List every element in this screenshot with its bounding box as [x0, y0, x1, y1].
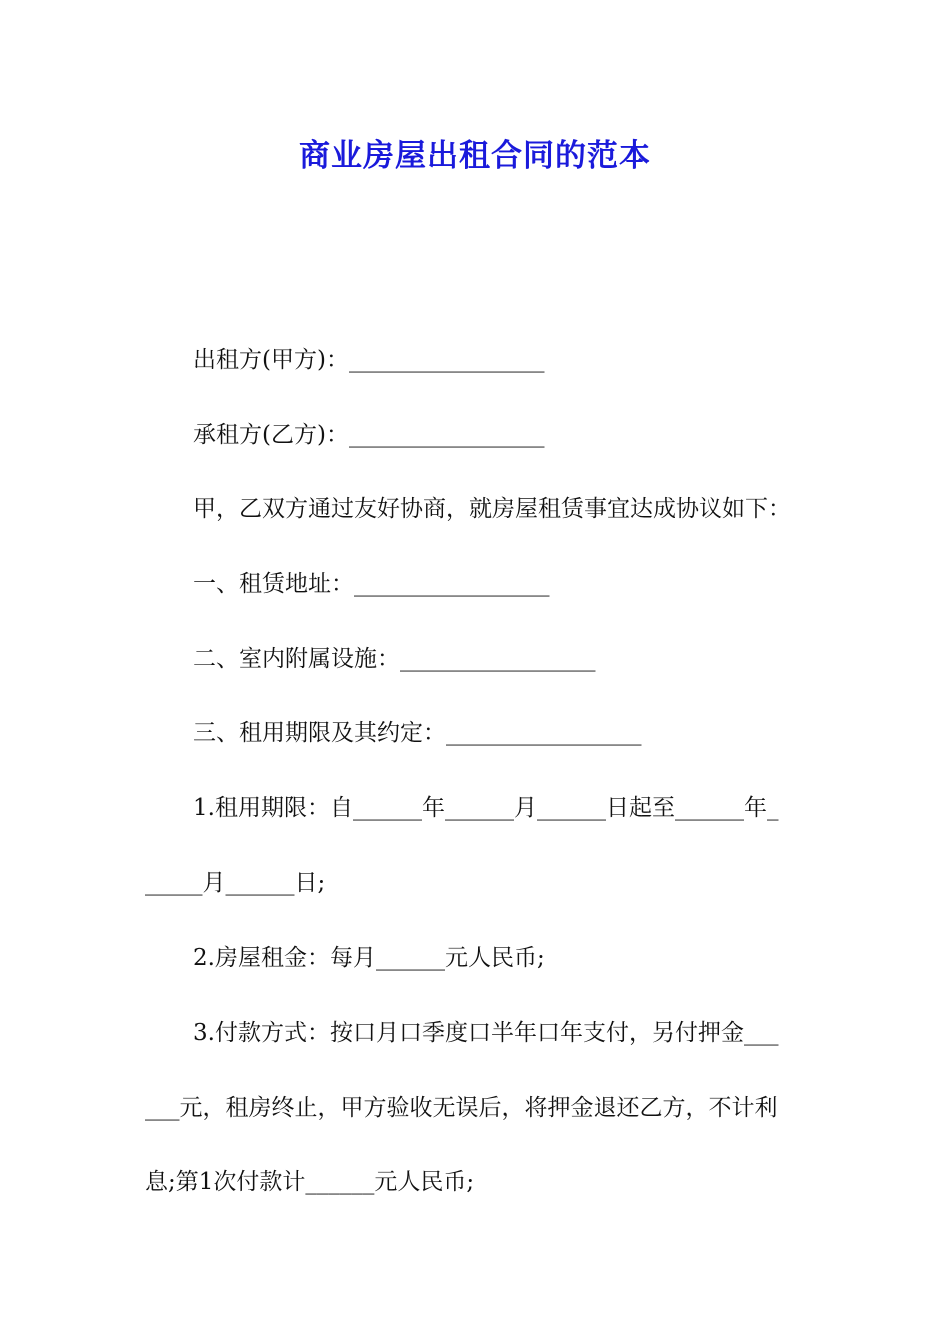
- rent-line: 2.房屋租金：每月______元人民币;: [193, 945, 545, 971]
- lessor-line: 出租方(甲方)：_________________: [193, 347, 545, 373]
- payment-method-line-cont: ___元，租房终止，甲方验收无误后，将押金退还乙方，不计利: [145, 1095, 778, 1121]
- document-title: 商业房屋出租合同的范本: [299, 138, 651, 174]
- lessee-line: 承租方(乙方)：_________________: [193, 422, 545, 448]
- facilities-line: 二、室内附属设施：_________________: [193, 646, 596, 672]
- lease-address-line: 一、租赁地址：_________________: [193, 571, 550, 597]
- first-payment-line: 息;第1次付款计______元人民币;: [145, 1169, 475, 1195]
- agreement-intro-line: 甲，乙双方通过友好协商，就房屋租赁事宜达成协议如下：: [193, 496, 791, 522]
- payment-method-line: 3.付款方式：按口月口季度口半年口年支付，另付押金___: [193, 1020, 779, 1046]
- lease-period-line: 1.租用期限：自______年______月______日起至______年_: [193, 795, 779, 821]
- lease-period-line-cont: _____月______日;: [145, 870, 326, 896]
- lease-term-heading-line: 三、租用期限及其约定：_________________: [193, 720, 642, 746]
